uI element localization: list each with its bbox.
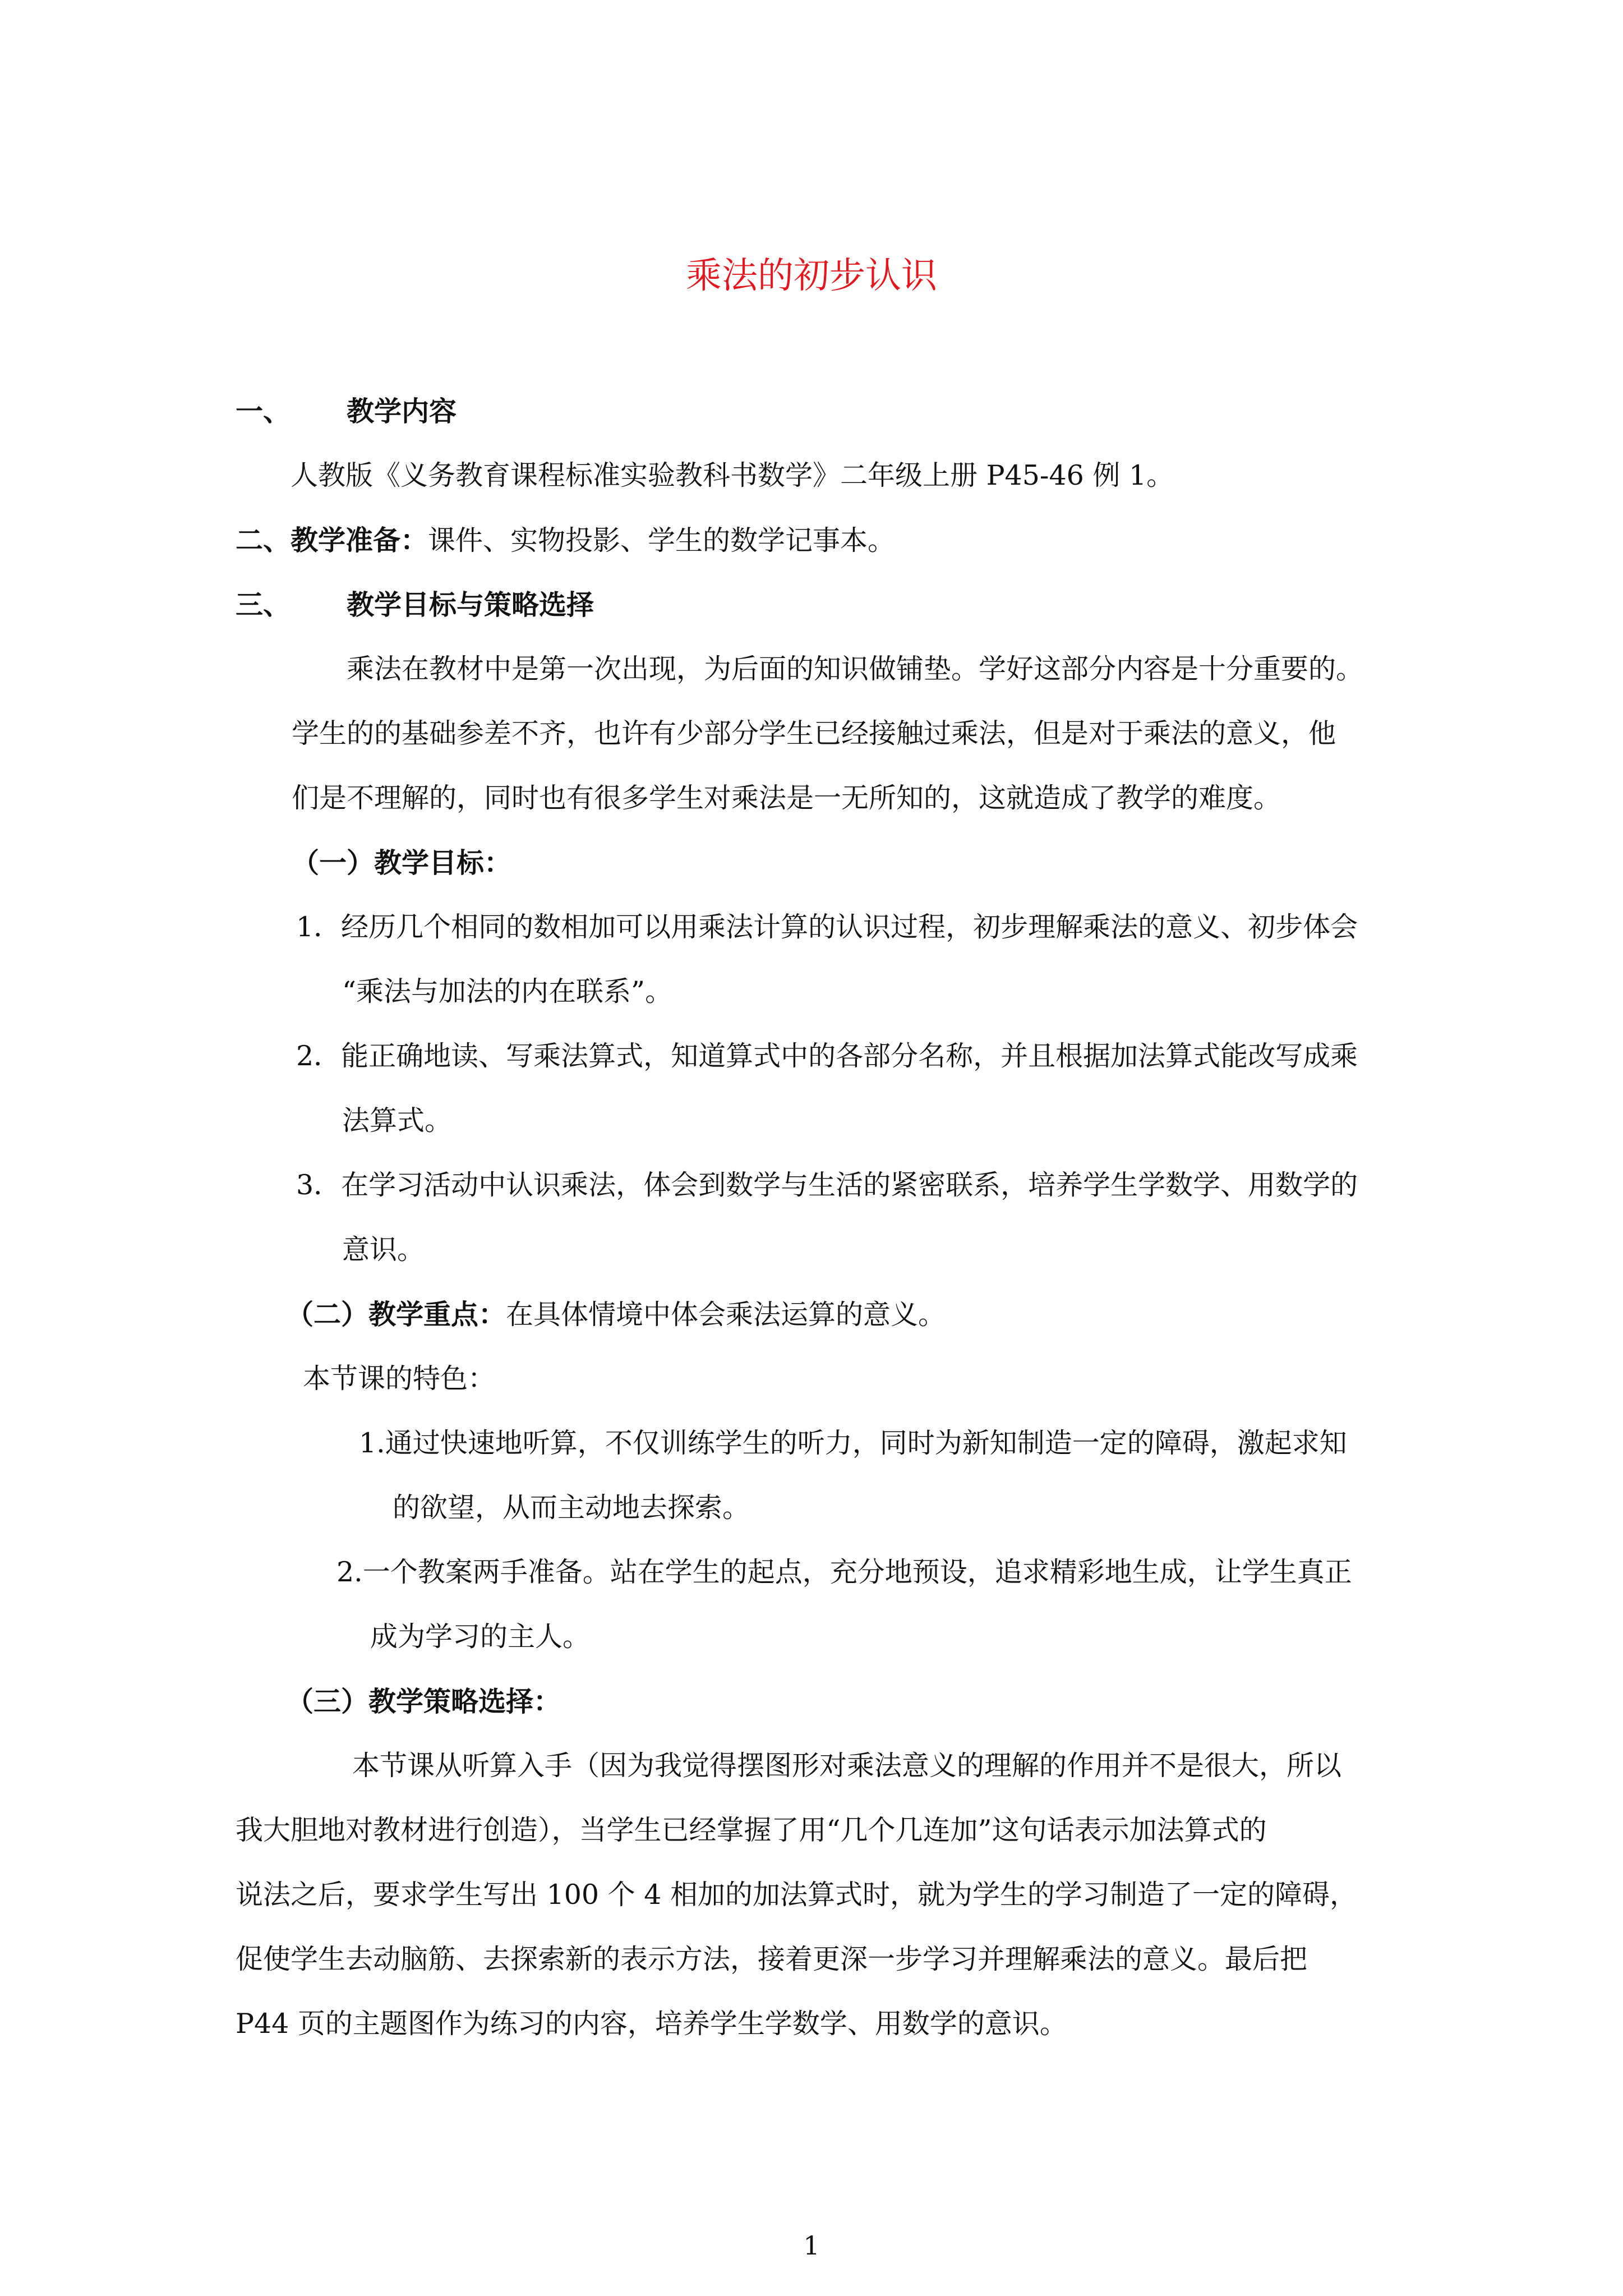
goal-item-line: 2．能正确地读、写乘法算式，知道算式中的各部分名称，并且根据加法算式能改写成乘	[296, 1040, 1358, 1072]
page-number: 1	[803, 2230, 820, 2261]
section-2-line	[236, 523, 895, 558]
section-3-number: 三、	[236, 588, 291, 621]
section-3-intro-line: 们是不理解的，同时也有很多学生对乘法是一无所知的，这就造成了教学的难度。	[292, 782, 1281, 814]
features-heading: 本节课的特色：	[303, 1363, 496, 1395]
goal-item-line: 意识。	[342, 1234, 425, 1266]
section-2-heading: 教学准备：	[291, 524, 428, 556]
strategy-line: 本节课从听算入手（因为我觉得摆图形对乘法意义的理解的作用并不是很大，所以	[352, 1750, 1342, 1782]
key-point-line	[286, 1297, 946, 1332]
strategy-heading: （三）教学策略选择：	[286, 1685, 561, 1718]
section-1-text: 人教版《义务教育课程标准实验教科书数学》二年级上册 P45-46 例 1。	[291, 459, 1174, 491]
feature-item-line: 2.一个教案两手准备。站在学生的起点，充分地预设，追求精彩地生成，让学生真正	[336, 1556, 1352, 1588]
strategy-line: 说法之后，要求学生写出 100 个 4 相加的加法算式时，就为学生的学习制造了一定的障碍，	[236, 1879, 1358, 1911]
section-2-text: 课件、实物投影、学生的数学记事本。	[428, 524, 896, 556]
goal-item-line: 3．在学习活动中认识乘法，体会到数学与生活的紧密联系，培养学生学数学、用数学的	[296, 1169, 1358, 1201]
goals-heading: （一）教学目标：	[292, 846, 512, 879]
goal-item-line: 法算式。	[342, 1105, 453, 1137]
goal-item-line: 1．经历几个相同的数相加可以用乘法计算的认识过程，初步理解乘法的意义、初步体会	[296, 911, 1358, 943]
section-3-intro-line: 学生的的基础参差不齐，也许有少部分学生已经接触过乘法，但是对于乘法的意义，他	[292, 717, 1336, 749]
strategy-line: P44 页的主题图作为练习的内容，培养学生学数学、用数学的意识。	[236, 2008, 1067, 2040]
goal-item-line: “乘法与加法的内在联系”。	[342, 976, 673, 1007]
key-point-heading: （二）教学重点：	[286, 1298, 506, 1331]
key-point-text: 在具体情境中体会乘法运算的意义。	[506, 1299, 946, 1331]
document-title: 乘法的初步认识	[686, 255, 937, 297]
section-3-intro-line: 乘法在教材中是第一次出现，为后面的知识做铺垫。学好这部分内容是十分重要的。	[347, 653, 1364, 685]
feature-item-line: 的欲望，从而主动地去探索。	[393, 1492, 750, 1524]
section-1-heading: 教学内容	[347, 395, 457, 427]
section-2-number: 二、	[236, 524, 291, 556]
strategy-line: 促使学生去动脑筋、去探索新的表示方法，接着更深一步学习并理解乘法的意义。最后把	[236, 1943, 1308, 1975]
section-3-heading: 教学目标与策略选择	[347, 588, 594, 621]
section-1-number: 一、	[236, 395, 291, 427]
feature-item-line: 成为学习的主人。	[370, 1621, 591, 1653]
feature-item-line: 1.通过快速地听算，不仅训练学生的听力，同时为新知制造一定的障碍，激起求知	[359, 1427, 1347, 1459]
strategy-line: 我大胆地对教材进行创造），当学生已经掌握了用“几个几连加”这句话表示加法算式的	[236, 1814, 1267, 1846]
